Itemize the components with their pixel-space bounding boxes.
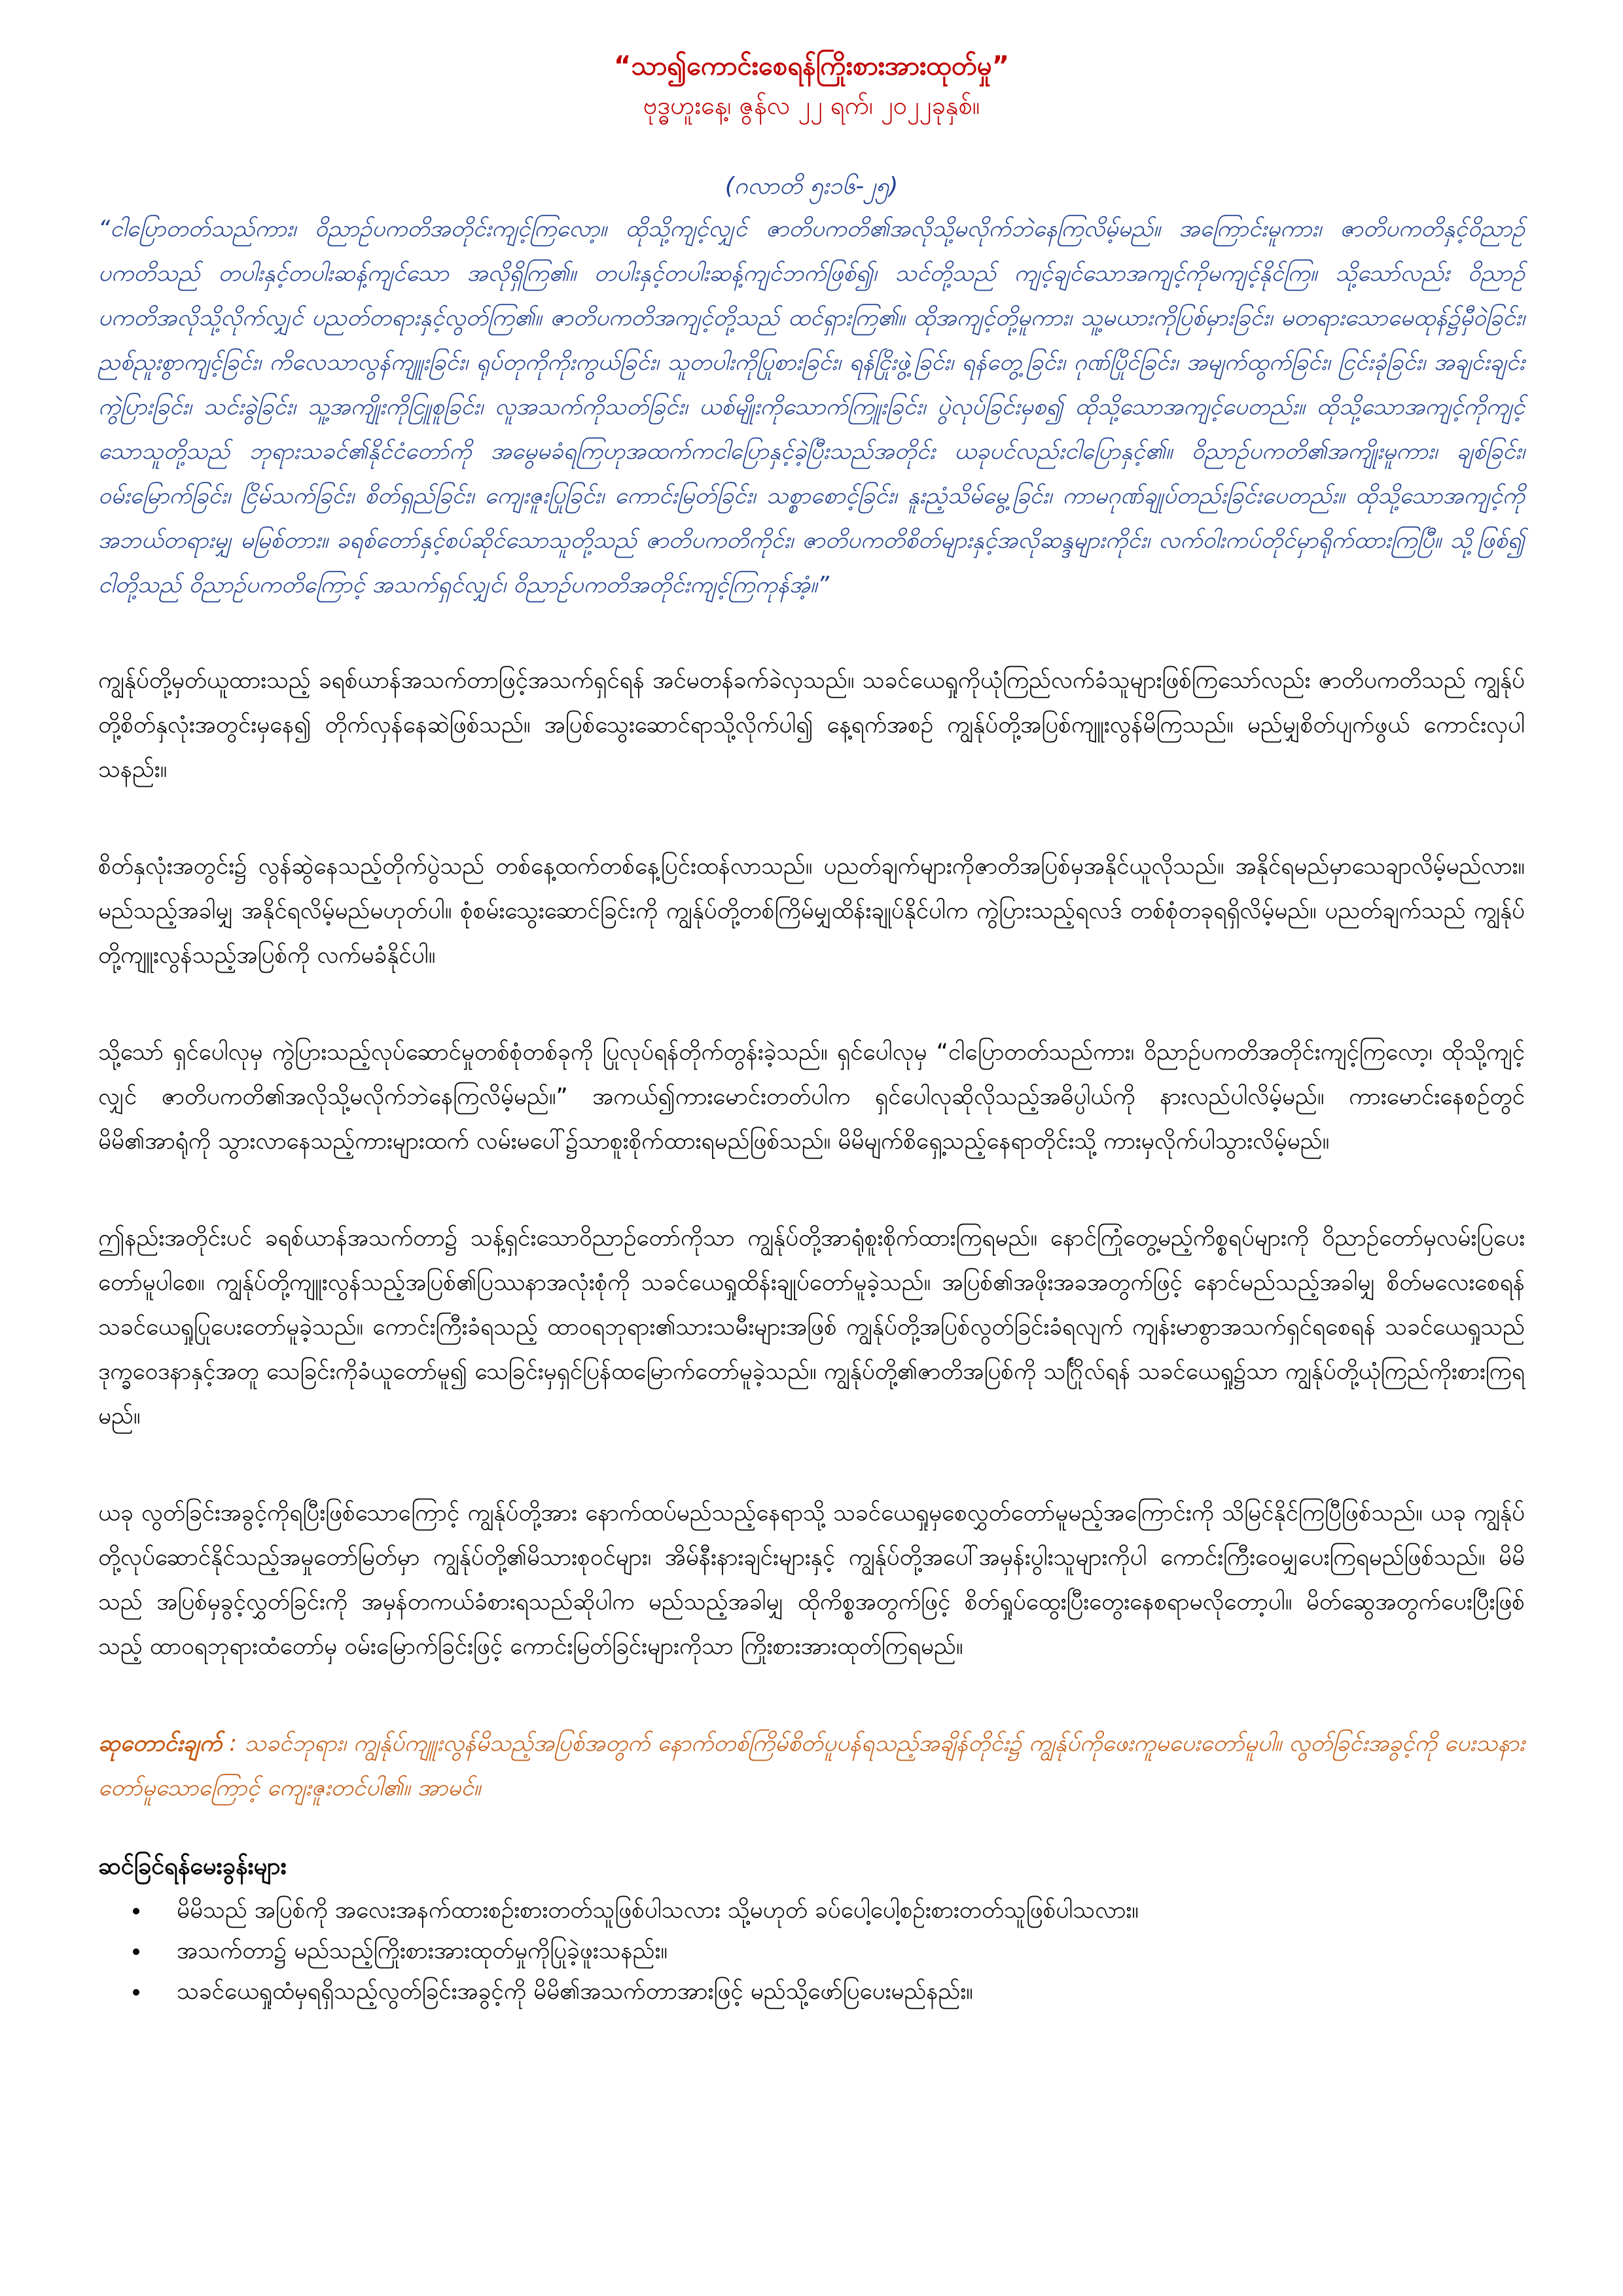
scripture-reference: (ဂလာတိ ၅း၁၆-၂၅) <box>724 173 899 200</box>
question-item-2: • အသက်တာ၌ မည်သည့်ကြိုးစားအားထုတ်မှုကိုပြုခဲ့ဖူးသနည်း။ <box>151 1931 1525 1971</box>
devotional-page <box>98 46 1525 2012</box>
question-item-3: • သခင်ယေရှုထံမှရရှိသည့်လွတ်ခြင်းအခွင့်ကို မိမိ၏အသက်တာအားဖြင့် မည်သို့ဖော်ပြပေးမည်နည်း။ <box>151 1971 1525 2012</box>
question-item-1: • မိမိသည် အပြစ်ကို အလေးအနက်ထားစဉ်းစားတတ်သူဖြစ်ပါသလား သို့မဟုတ် ခပ်ပေါ့ပေါ့စဉ်းစားတတ်သူဖြစ်ပါသလား။ <box>151 1890 1525 1931</box>
body-paragraph-3: သို့သော် ရှင်ပေါလုမှ ကွဲပြားသည့်လုပ်ဆောင်မှုတစ်စုံတစ်ခုကို ပြုလုပ်ရန်တိုက်တွန်းခဲ့သည်။ ရှင်ပေါလုမှ “ငါပြောတတ်သည်ကား၊ ဝိညာဉ်ပကတိအတိုင်းကျင့်ကြလော့၊ ထိုသို့ကျင့်လျှင် ဇာတိပကတိ၏အလိုသို့မလိုက်ဘဲနေကြလိမ့်မည်။” အကယ်၍ကားမောင်းတတ်ပါက ရှင်ပေါလုဆိုလိုသည့်အဓိပ္ပါယ်ကို နားလည်ပါလိမ့်မည်။ ကားမောင်းနေစဉ်တွင် မိမိ၏အာရုံကို သွားလာနေသည့်ကားများထက် လမ်းမပေါ်၌သာစူးစိုက်ထားရမည်ဖြစ်သည်။ မိမိမျက်စိရှေ့သည့်နေရာတိုင်းသို့ ကားမှလိုက်ပါသွားလိမ့်မည်။ <box>98 1039 1525 1155</box>
prayer-text: သခင်ဘုရား၊ ကျွန်ုပ်ကျူးလွန်မိသည့်အပြစ်အတွက် နောက်တစ်ကြိမ်စိတ်ပူပန်ရသည့်အချိန်တိုင်း၌ ကျွန်ုပ်ကိုဖေးကူမပေးတော်မူပါ။ လွတ်ခြင်းအခွင့်ကို ပေးသနားတော်မူသောကြောင့် ကျေးဇူးတင်ပါ၏။ အာမင်။ <box>98 1731 1525 1801</box>
body-paragraph-5: ယခု လွတ်ခြင်းအခွင့်ကိုရပြီးဖြစ်သောကြောင့် ကျွန်ုပ်တို့အား နောက်ထပ်မည်သည့်နေရာသို့ သခင်ယေရှုမှစေလွှတ်တော်မူမည့်အကြောင်းကို သိမြင်နိုင်ကြပြီဖြစ်သည်။ ယခု ကျွန်ုပ်တို့လုပ်ဆောင်နိုင်သည့်အမှုတော်မြတ်မှာ ကျွန်ုပ်တို့၏မိသားစုဝင်များ၊ အိမ်နီးနားချင်းများနှင့် ကျွန်ုပ်တို့အပေါ်အမှန်းပွါးသူများကိုပါ ကောင်းကြီးဝေမျှပေးကြရမည်ဖြစ်သည်။ မိမိသည် အပြစ်မှခွင့်လွှတ်ခြင်းကို အမှန်တကယ်ခံစားရသည်ဆိုပါက မည်သည့်အခါမျှ ထိုကိစ္စအတွက်ဖြင့် စိတ်ရှုပ်ထွေးပြီးတွေးနေစရာမလိုတော့ပါ။ မိတ်ဆွေအတွက်ပေးပြီးဖြစ်သည့် ထာဝရဘုရားထံတော်မှ ဝမ်းမြောက်ခြင်းဖြင့် ကောင်းမြတ်ခြင်းများကိုသာ ကြိုးစားအားထုတ်ကြရမည်။ <box>98 1500 1525 1660</box>
questions-heading: ဆင်ခြင်ရန်မေးခွန်းများ <box>98 1853 287 1880</box>
body-paragraph-2: စိတ်နှလုံးအတွင်း၌ လွန်ဆွဲနေသည့်တိုက်ပွဲသည် တစ်နေ့ထက်တစ်နေ့ပြင်းထန်လာသည်။ ပညတ်ချက်များကိုဇာတိအပြစ်မှအနိုင်ယူလိုသည်။ အနိုင်ရမည်မှာသေချာလိမ့်မည်လား။ မည်သည့်အခါမျှ အနိုင်ရလိမ့်မည်မဟုတ်ပါ။ စုံစမ်းသွေးဆောင်ခြင်းကို ကျွန်ုပ်တို့တစ်ကြိမ်မျှထိန်းချုပ်နိုင်ပါက ကွဲပြားသည့်ရလဒ် တစ်စုံတခုရရှိလိမ့်မည်။ ပညတ်ချက်သည် ကျွန်ုပ်တို့ကျူးလွန်သည့်အပြစ်ကို လက်မခံနိုင်ပါ။ <box>98 853 1525 969</box>
prayer-separator: : <box>229 1731 238 1757</box>
devotional-title: “သာ၍ကောင်းစေရန်ကြိုးစားအားထုတ်မှု” <box>613 51 1010 81</box>
body-paragraph-4: ဤနည်းအတိုင်းပင် ခရစ်ယာန်အသက်တာ၌ သန့်ရှင်းသောဝိညာဉ်တော်ကိုသာ ကျွန်ုပ်တို့အာရုံစူးစိုက်ထားကြရမည်။ နောင်ကြုံတွေ့မည့်ကိစ္စရပ်များကို ဝိညာဉ်တော်မှလမ်းပြပေးတော်မူပါစေ။ ကျွန်ုပ်တို့ကျူးလွန်သည့်အပြစ်၏ပြဿနာအလုံးစုံကို သခင်ယေရှုထိန်းချုပ်တော်မူခဲ့သည်။ အပြစ်၏အဖိုးအခအတွက်ဖြင့် နောင်မည်သည့်အခါမျှ စိတ်မလေးစေရန် သခင်ယေရှုပြုပေးတော်မူခဲ့သည်။ ကောင်းကြီးခံရသည့် ထာဝရဘုရား၏သားသမီးများအဖြစ် ကျွန်ုပ်တို့အပြစ်လွတ်ခြင်းခံရလျက် ကျန်းမာစွာအသက်ရှင်ရစေရန် သခင်ယေရှုသည် ဒုက္ခဝေဒနာနှင့်အတူ သေခြင်းကိုခံယူတော်မူ၍ သေခြင်းမှရှင်ပြန်ထမြောက်တော်မူခဲ့သည်။ ကျွန်ုပ်တို့၏ဇာတိအပြစ်ကို သင်္ဂြိုလ်ရန် သခင်ယေရှု၌သာ ကျွန်ုပ်တို့ယုံကြည်ကိုးစားကြရမည်။ <box>98 1225 1525 1429</box>
prayer-block <box>98 1721 1525 1810</box>
questions-list <box>98 1890 1525 2012</box>
body-paragraph-1: ကျွန်ုပ်တို့မှတ်ယူထားသည့် ခရစ်ယာန်အသက်တာဖြင့်အသက်ရှင်ရန် အင်မတန်ခက်ခဲလှသည်။ သခင်ယေရှုကိုယုံကြည်လက်ခံသူများဖြစ်ကြသော်လည်း ဇာတိပကတိသည် ကျွန်ုပ်တို့စိတ်နှလုံးအတွင်းမှနေ၍ တိုက်လှန်နေဆဲဖြစ်သည်။ အပြစ်သွေးဆောင်ရာသို့လိုက်ပါ၍ နေ့ရက်အစဉ် ကျွန်ုပ်တို့အပြစ်ကျူးလွန်မိကြသည်။ မည်မျှစိတ်ပျက်ဖွယ် ကောင်းလှပါသနည်း။ <box>98 668 1525 783</box>
scripture-quote: “ငါပြောတတ်သည်ကား၊ ဝိညာဉ်ပကတိအတိုင်းကျင့်ကြလော့။ ထိုသို့ကျင့်လျှင် ဇာတိပကတိ၏အလိုသို့မလိုက်ဘဲနေကြလိမ့်မည်။ အကြောင်းမူကား၊ ဇာတိပကတိနှင့်ဝိညာဉ်ပကတိသည် တပါးနှင့်တပါးဆန့်ကျင်သော အလိုရှိကြ၏။ တပါးနှင့်တပါးဆန့်ကျင်ဘက်ဖြစ်၍၊ သင်တို့သည် ကျင့်ချင်သောအကျင့်ကိုမကျင့်နိုင်ကြ။ သို့သော်လည်း ဝိညာဉ်ပကတိအလိုသို့လိုက်လျှင် ပညတ်တရားနှင့်လွတ်ကြ၏။ ဇာတိပကတိအကျင့်တို့သည် ထင်ရှားကြ၏။ ထိုအကျင့်တို့မူကား၊ သူ့မယားကိုပြစ်မှားခြင်း၊ မတရားသောမေထုန်၌မှီဝဲခြင်း၊ ညစ်ညူးစွာကျင့်ခြင်း၊ ကိလေသာလွန်ကျူးခြင်း၊ ရုပ်တုကိုကိုးကွယ်ခြင်း၊ သူတပါးကိုပြုစားခြင်း၊ ရန်ငြိုးဖွဲ့ခြင်း၊ ရန်တွေ့ခြင်း၊ ဂုဏ်ပြိုင်ခြင်း၊ အမျက်ထွက်ခြင်း၊ ငြင်းခုံခြင်း၊ အချင်းချင်းကွဲပြားခြင်း၊ သင်းခွဲခြင်း၊ သူ့အကျိုးကိုငြူစူခြင်း၊ လူအသက်ကိုသတ်ခြင်း၊ ယစ်မျိုးကိုသောက်ကြူးခြင်း၊ ပွဲလုပ်ခြင်းမှစ၍ ထိုသို့သောအကျင့်ပေတည်း။ ထိုသို့သောအကျင့်ကိုကျင့်သောသူတို့သည် ဘုရားသခင်၏နိုင်ငံတော်ကို အမွေမခံရကြဟုအထက်ကငါပြောနှင့်ခဲ့ပြီးသည်အတိုင်း ယခုပင်လည်းငါပြောနှင့်၏။ ဝိညာဉ်ပကတိ၏အကျိုးမူကား၊ ချစ်ခြင်း၊ ဝမ်းမြောက်ခြင်း၊ ငြိမ်သက်ခြင်း၊ စိတ်ရှည်ခြင်း၊ ကျေးဇူးပြုခြင်း၊ ကောင်းမြတ်ခြင်း၊ သစ္စာစောင့်ခြင်း၊ နူးညံ့သိမ်မွေ့ခြင်း၊ ကာမဂုဏ်ချုပ်တည်းခြင်းပေတည်း။ ထိုသို့သောအကျင့်ကို အဘယ်တရားမျှ မမြစ်တား။ ခရစ်တော်နှင့်စပ်ဆိုင်သောသူတို့သည် ဇာတိပကတိကိုင်း၊ ဇာတိပကတိစိတ်များနှင့်အလိုဆန္ဒများကိုင်း၊ လက်ဝါးကပ်တိုင်မှာရိုက်ထားကြပြီ။ သို့ဖြစ်၍ ငါတို့သည် ဝိညာဉ်ပကတိကြောင့် အသက်ရှင်လျှင်၊ ဝိညာဉ်ပကတိအတိုင်းကျင့်ကြကုန်အံ့။” <box>98 216 1525 598</box>
devotional-date: ဗုဒ္ဓဟူးနေ့၊ ဇွန်လ ၂၂ ရက်၊ ၂၀၂၂ခုနှစ်။ <box>643 91 980 120</box>
prayer-label: ဆုတောင်းချက် <box>98 1731 223 1757</box>
